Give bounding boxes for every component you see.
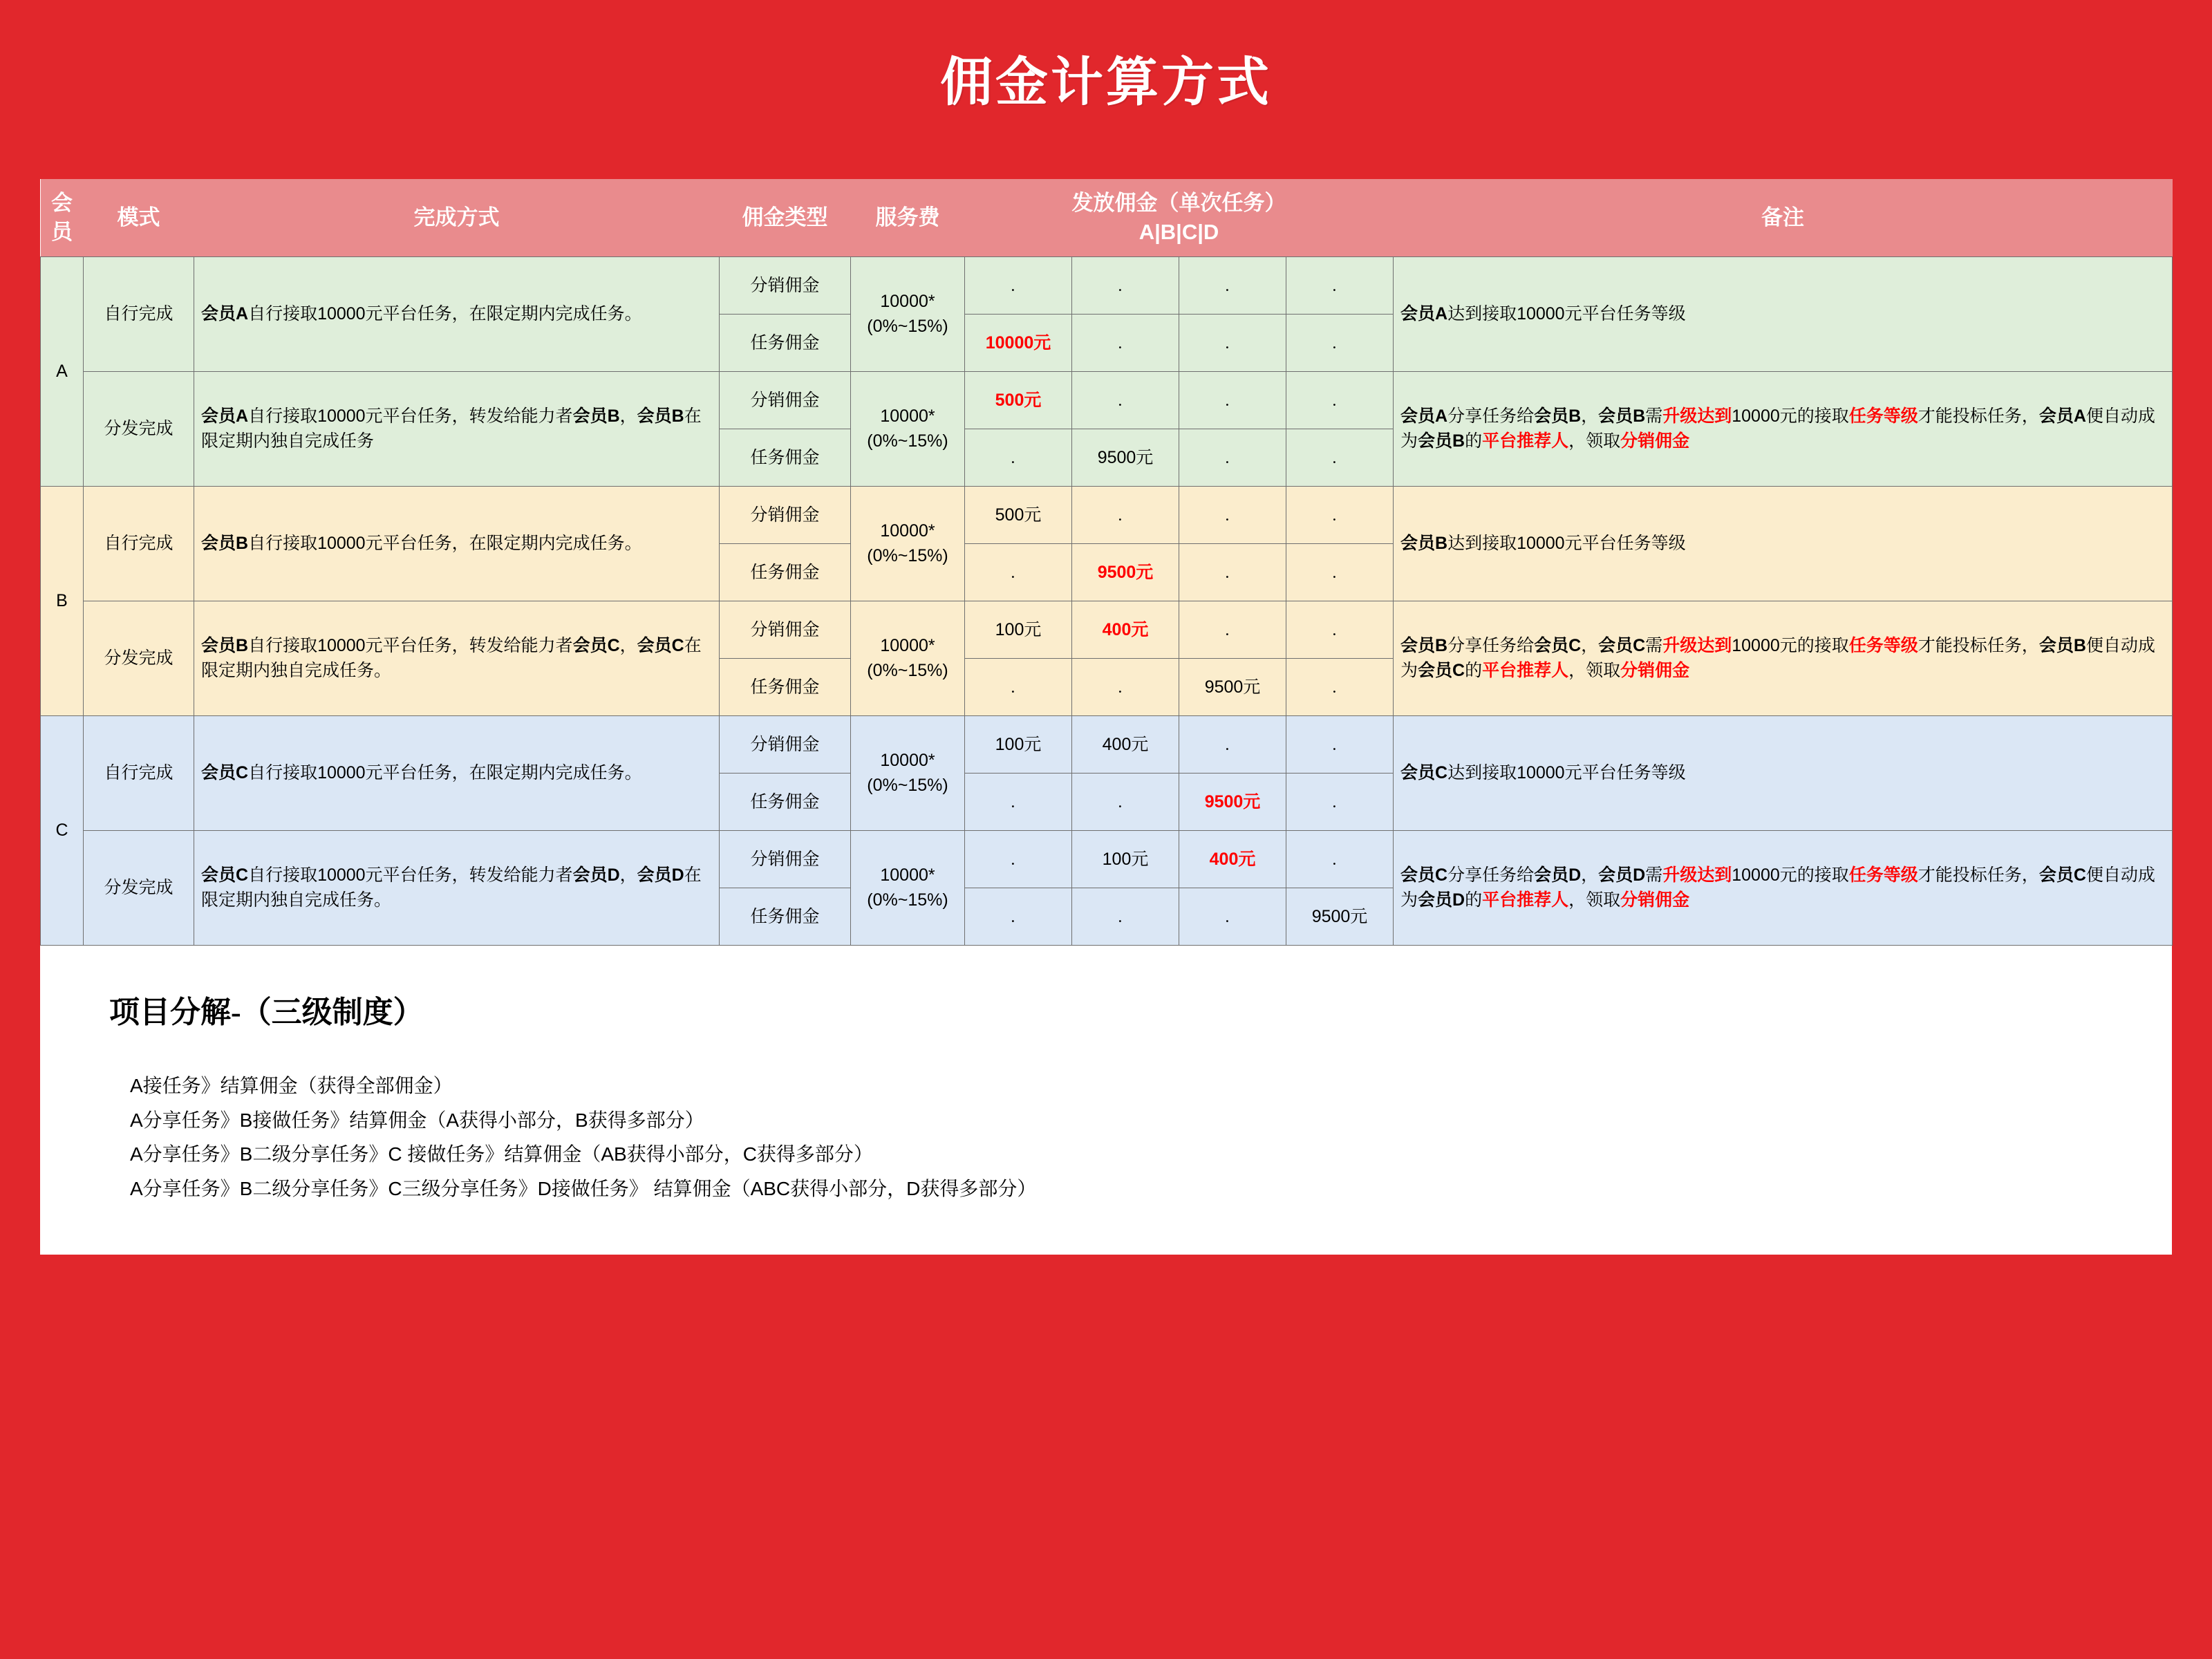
method-description-cell: 会员A自行接取10000元平台任务，在限定期内完成任务。 — [194, 256, 720, 371]
method-description-cell: 会员C自行接取10000元平台任务，在限定期内完成任务。 — [194, 715, 720, 830]
mode-cell: 分发完成 — [84, 601, 194, 715]
payout-cell-d: ． — [1286, 543, 1394, 601]
header-note: 备注 — [1394, 179, 2173, 256]
flow-line: A分享任务》B接做任务》结算佣金（A获得小部分，B获得多部分） — [130, 1109, 704, 1131]
payout-cell-c: 400元 — [1179, 830, 1286, 888]
flow-line: A分享任务》B二级分享任务》C三级分享任务》D接做任务》 结算佣金（ABC获得小部分，D获得多部分） — [130, 1178, 1037, 1200]
commission-type-cell: 任务佣金 — [720, 658, 851, 715]
payout-cell-a: 10000元 — [965, 314, 1072, 371]
payout-cell-d: ． — [1286, 256, 1394, 314]
payout-cell-b: 100元 — [1072, 830, 1179, 888]
table-row — [41, 715, 2173, 773]
mode-cell: 自行完成 — [84, 486, 194, 601]
payout-cell-a: 500元 — [965, 486, 1072, 543]
payout-cell-c: ． — [1179, 601, 1286, 658]
note-cell: 会员C达到接取10000元平台任务等级 — [1394, 715, 2173, 830]
table-row — [41, 486, 2173, 543]
commission-table-wrapper — [40, 179, 2172, 946]
header-mode: 模式 — [84, 179, 194, 256]
service-fee-cell: 10000* (0%~15%) — [851, 830, 965, 945]
note-cell: 会员B分享任务给会员C，会员C需升级达到10000元的接取任务等级才能投标任务，会员B便自动成为会员C的平台推荐人，领取分销佣金 — [1394, 601, 2173, 715]
payout-cell-c: ． — [1179, 888, 1286, 945]
commission-type-cell: 分销佣金 — [720, 601, 851, 658]
mode-cell: 自行完成 — [84, 715, 194, 830]
flow-list — [109, 1069, 2117, 1206]
method-description-cell: 会员B自行接取10000元平台任务，在限定期内完成任务。 — [194, 486, 720, 601]
note-cell: 会员A达到接取10000元平台任务等级 — [1394, 256, 2173, 371]
service-fee-cell: 10000* (0%~15%) — [851, 715, 965, 830]
header-member: 会员 — [41, 179, 84, 256]
payout-cell-b: ． — [1072, 314, 1179, 371]
payout-cell-c: ． — [1179, 429, 1286, 486]
note-cell: 会员C分享任务给会员D，会员D需升级达到10000元的接取任务等级才能投标任务，会员C便自动成为会员D的平台推荐人，领取分销佣金 — [1394, 830, 2173, 945]
payout-cell-b: 9500元 — [1072, 543, 1179, 601]
payout-cell-d: 9500元 — [1286, 888, 1394, 945]
mode-cell: 分发完成 — [84, 830, 194, 945]
payout-cell-b: 400元 — [1072, 715, 1179, 773]
payout-cell-c: ． — [1179, 371, 1286, 429]
payout-cell-d: ． — [1286, 830, 1394, 888]
mode-cell: 自行完成 — [84, 256, 194, 371]
payout-cell-a: ． — [965, 888, 1072, 945]
payout-cell-c: ． — [1179, 314, 1286, 371]
header-commission-type: 佣金类型 — [720, 179, 851, 256]
table-row — [41, 256, 2173, 314]
payout-cell-d: ． — [1286, 371, 1394, 429]
footer-section — [40, 946, 2172, 1255]
payout-cell-a: ． — [965, 429, 1072, 486]
payout-cell-a: ． — [965, 830, 1072, 888]
payout-cell-a: 100元 — [965, 601, 1072, 658]
method-description-cell: 会员A自行接取10000元平台任务，转发给能力者会员B，会员B在限定期内独自完成任务 — [194, 371, 720, 486]
payout-cell-c: ． — [1179, 256, 1286, 314]
page-title: 佣金计算方式 — [940, 53, 1272, 112]
commission-type-cell: 分销佣金 — [720, 830, 851, 888]
commission-type-cell: 任务佣金 — [720, 429, 851, 486]
header-service-fee: 服务费 — [851, 179, 965, 256]
service-fee-cell: 10000* (0%~15%) — [851, 371, 965, 486]
payout-cell-d: ． — [1286, 773, 1394, 830]
payout-cell-a: ． — [965, 256, 1072, 314]
section-title: 项目分解-（三级制度） — [109, 995, 424, 1029]
member-cell: B — [41, 486, 84, 715]
payout-cell-d: ． — [1286, 314, 1394, 371]
payout-cell-c: ． — [1179, 715, 1286, 773]
method-description-cell: 会员C自行接取10000元平台任务，转发给能力者会员D，会员D在限定期内独自完成任务。 — [194, 830, 720, 945]
payout-cell-c: 9500元 — [1179, 658, 1286, 715]
table-row — [41, 830, 2173, 888]
header-method: 完成方式 — [194, 179, 720, 256]
note-cell: 会员A分享任务给会员B，会员B需升级达到10000元的接取任务等级才能投标任务，会员A便自动成为会员B的平台推荐人，领取分销佣金 — [1394, 371, 2173, 486]
payout-cell-d: ． — [1286, 486, 1394, 543]
payout-cell-d: ． — [1286, 715, 1394, 773]
payout-cell-d: ． — [1286, 601, 1394, 658]
payout-cell-c: 9500元 — [1179, 773, 1286, 830]
payout-cell-b: ． — [1072, 256, 1179, 314]
table-row — [41, 371, 2173, 429]
payout-cell-b: ． — [1072, 658, 1179, 715]
payout-cell-a: 500元 — [965, 371, 1072, 429]
payout-cell-c: ． — [1179, 543, 1286, 601]
payout-cell-a: ． — [965, 543, 1072, 601]
payout-cell-b: ． — [1072, 371, 1179, 429]
payout-cell-b: ． — [1072, 773, 1179, 830]
commission-type-cell: 分销佣金 — [720, 715, 851, 773]
service-fee-cell: 10000* (0%~15%) — [851, 486, 965, 601]
flow-line: A分享任务》B二级分享任务》C 接做任务》结算佣金（AB获得小部分，C获得多部分） — [130, 1143, 873, 1165]
payout-cell-c: ． — [1179, 486, 1286, 543]
member-cell: A — [41, 256, 84, 486]
commission-type-cell: 分销佣金 — [720, 256, 851, 314]
note-cell: 会员B达到接取10000元平台任务等级 — [1394, 486, 2173, 601]
table-header-row — [41, 179, 2173, 256]
payout-cell-a: 100元 — [965, 715, 1072, 773]
commission-type-cell: 分销佣金 — [720, 486, 851, 543]
payout-cell-d: ． — [1286, 658, 1394, 715]
payout-cell-a: ． — [965, 658, 1072, 715]
mode-cell: 分发完成 — [84, 371, 194, 486]
payout-cell-a: ． — [965, 773, 1072, 830]
method-description-cell: 会员B自行接取10000元平台任务，转发给能力者会员C，会员C在限定期内独自完成任务。 — [194, 601, 720, 715]
commission-type-cell: 分销佣金 — [720, 371, 851, 429]
table-body — [41, 256, 2173, 945]
payout-cell-d: ． — [1286, 429, 1394, 486]
commission-type-cell: 任务佣金 — [720, 314, 851, 371]
commission-type-cell: 任务佣金 — [720, 543, 851, 601]
header-payout-main: 发放佣金（单次任务） — [1071, 191, 1286, 215]
commission-table — [40, 179, 2173, 946]
commission-type-cell: 任务佣金 — [720, 888, 851, 945]
flow-line: A接任务》结算佣金（获得全部佣金） — [130, 1074, 453, 1096]
header-payout — [965, 179, 1394, 256]
commission-type-cell: 任务佣金 — [720, 773, 851, 830]
service-fee-cell: 10000* (0%~15%) — [851, 601, 965, 715]
payout-cell-b: 9500元 — [1072, 429, 1179, 486]
header-payout-sub: A|B|C|D — [1138, 219, 1219, 244]
table-row — [41, 601, 2173, 658]
service-fee-cell: 10000* (0%~15%) — [851, 256, 965, 371]
payout-cell-b: ． — [1072, 888, 1179, 945]
payout-cell-b: 400元 — [1072, 601, 1179, 658]
payout-cell-b: ． — [1072, 486, 1179, 543]
member-cell: C — [41, 715, 84, 945]
